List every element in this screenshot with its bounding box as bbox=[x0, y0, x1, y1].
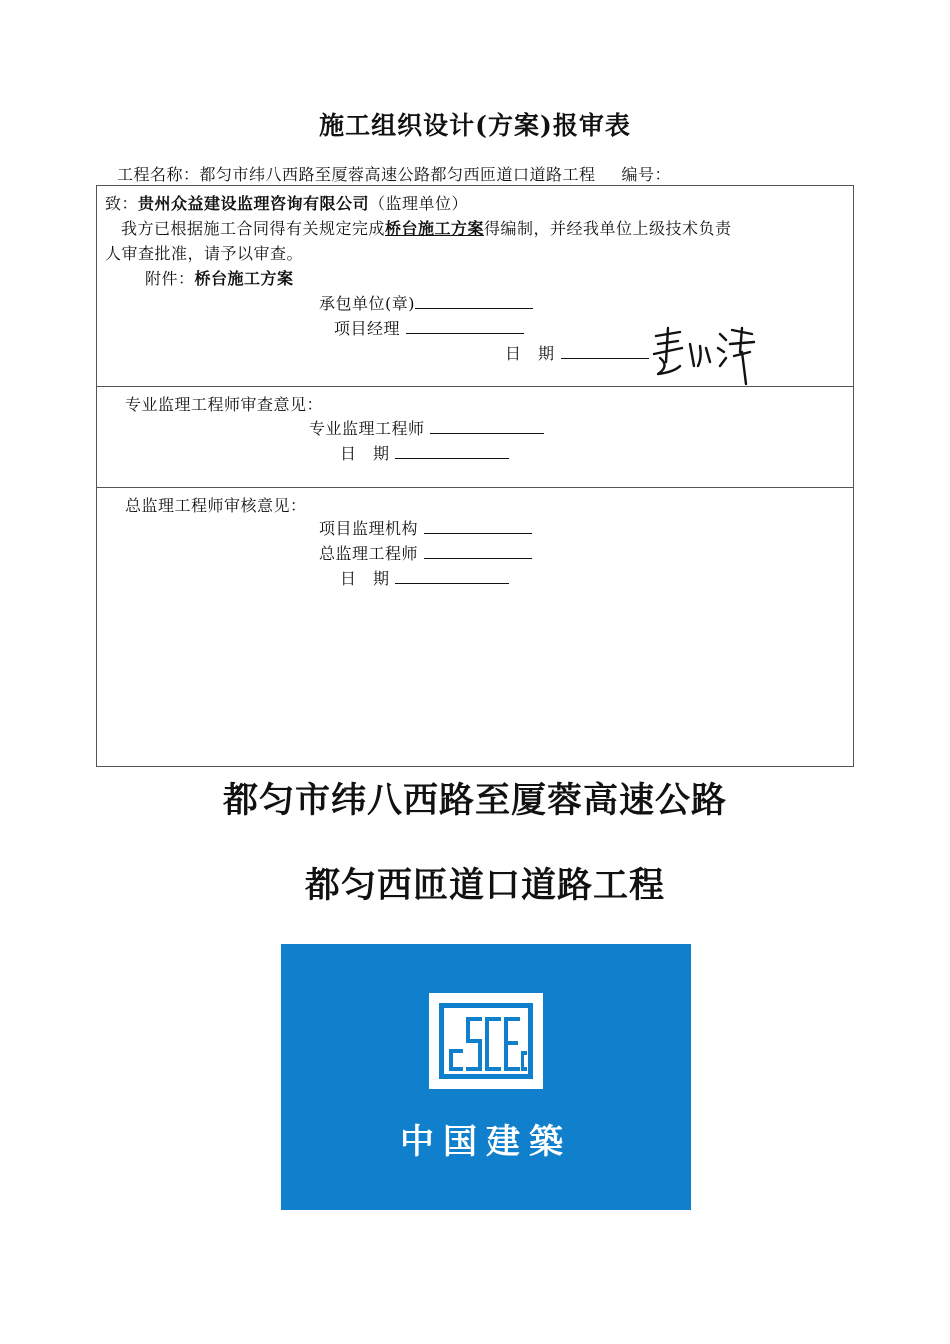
addressee-line bbox=[105, 191, 468, 214]
contractor-signature-line[interactable] bbox=[415, 294, 533, 309]
manager-field bbox=[334, 316, 524, 339]
handwritten-signature-icon bbox=[650, 322, 760, 388]
date-field-3 bbox=[340, 566, 509, 589]
chief-review-section bbox=[97, 488, 853, 768]
date-field-2 bbox=[340, 441, 509, 464]
contractor-field bbox=[319, 291, 533, 314]
review-table bbox=[96, 185, 854, 767]
body-text-pre: 我方已根据施工合同得有关规定完成 bbox=[121, 219, 386, 238]
engineer-label: 专业监理工程师 bbox=[309, 419, 425, 438]
project-name: 都匀市纬八西路至厦蓉高速公路都匀西匝道口道路工程 bbox=[199, 165, 596, 184]
chief-field bbox=[319, 541, 532, 564]
date-label: 日 期 bbox=[340, 444, 390, 463]
submission-body-line1 bbox=[121, 216, 732, 239]
number-label: 编号： bbox=[621, 165, 672, 184]
attachment-line bbox=[145, 266, 294, 289]
org-label: 项目监理机构 bbox=[319, 519, 419, 538]
date-line-2[interactable] bbox=[395, 444, 509, 459]
attachment-label: 附件： bbox=[145, 269, 195, 288]
date-label: 日 期 bbox=[505, 344, 555, 363]
project-label: 工程名称： bbox=[117, 165, 200, 184]
engineer-field bbox=[309, 416, 544, 439]
supervisor-note: （监理单位） bbox=[369, 194, 469, 213]
date-line-3[interactable] bbox=[395, 569, 509, 584]
date-label: 日 期 bbox=[340, 569, 390, 588]
org-signature-line[interactable] bbox=[424, 519, 532, 534]
engineer-review-section bbox=[97, 387, 853, 488]
form-title: 施工组织设计(方案)报审表 bbox=[319, 111, 631, 140]
manager-signature-line[interactable] bbox=[406, 319, 524, 334]
date-field-1 bbox=[505, 341, 649, 364]
date-line-1[interactable] bbox=[561, 344, 649, 359]
logo-mark-box bbox=[429, 993, 543, 1089]
to-label: 致： bbox=[105, 194, 139, 213]
contractor-label: 承包单位(章) bbox=[319, 294, 415, 313]
plan-name-link: 桥台施工方案 bbox=[385, 219, 485, 238]
project-name-line bbox=[117, 162, 671, 185]
cscec-mark-icon bbox=[429, 993, 543, 1089]
logo-mark-text bbox=[543, 993, 544, 994]
attachment-name: 桥台施工方案 bbox=[194, 269, 294, 288]
cscec-logo-icon bbox=[281, 944, 691, 1210]
body-text-post: 得编制，并经我单位上级技术负责 bbox=[484, 219, 732, 238]
engineer-signature-line[interactable] bbox=[430, 419, 544, 434]
chief-signature-line[interactable] bbox=[424, 544, 532, 559]
org-field bbox=[319, 516, 532, 539]
cover-title-line2: 都匀西匝道口道路工程 bbox=[304, 865, 665, 906]
chief-label: 总监理工程师 bbox=[319, 544, 419, 563]
engineer-opinion-label: 专业监理工程师审查意见： bbox=[125, 395, 324, 414]
chief-opinion-label: 总监理工程师审核意见： bbox=[125, 496, 307, 515]
manager-label: 项目经理 bbox=[334, 319, 401, 338]
supervisor-company: 贵州众益建设监理咨询有限公司 bbox=[138, 194, 370, 213]
cover-title-line1: 都匀市纬八西路至厦蓉高速公路 bbox=[222, 780, 727, 821]
submission-body-line2: 人审查批准，请予以审查。 bbox=[105, 244, 304, 263]
logo-name: 中国建築 bbox=[400, 1122, 572, 1162]
